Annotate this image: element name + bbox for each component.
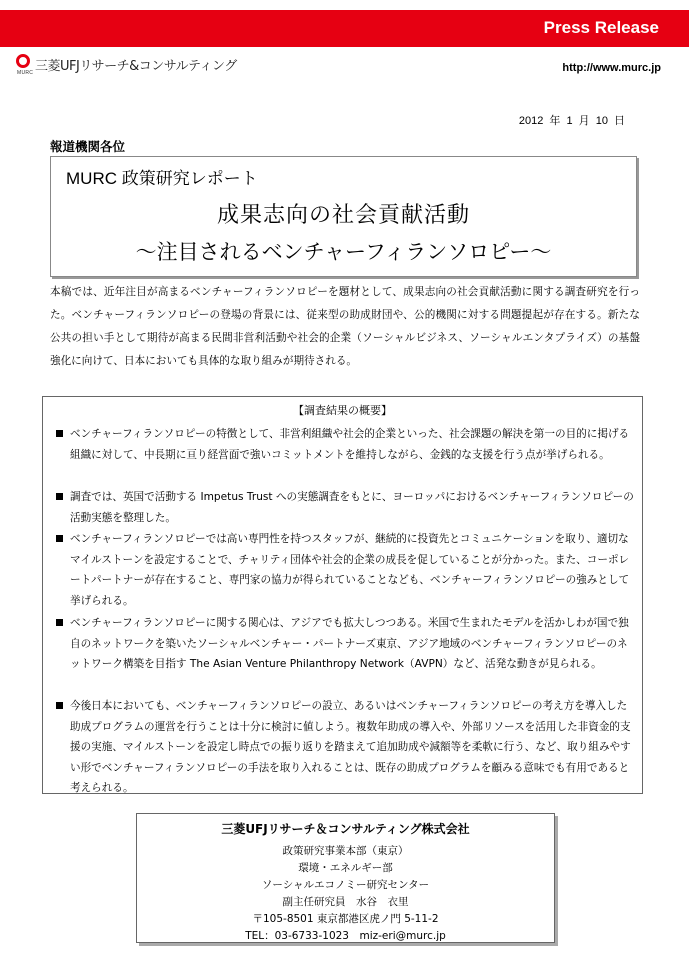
summary-bullet-text: ベンチャーフィランソロピーに関する関心は、アジアでも拡大しつつある。米国で生まれたモデルを活かしわが国で独自のネットワークを築いたソーシャルベンチャー・パートナーズ東京、アジア地域のベンチャーフィランソロピーのネットワーク構築を目指す The Asian Venture Philanthropy Network（AVPN）など、活発な動きが見られる。 <box>70 617 629 670</box>
logo-sub-label: MURC <box>17 70 34 76</box>
summary-bullet <box>56 487 634 528</box>
bullet-square-icon <box>56 493 63 500</box>
summary-box <box>42 396 643 794</box>
title-box <box>50 156 637 277</box>
contact-person: 副主任研究員 水谷 衣里 <box>282 896 409 908</box>
contact-box <box>136 813 555 943</box>
summary-bullet-text: 調査では、英国で活動する Impetus Trust への実態調査をもとに、ヨーロッパにおけるベンチャーフィランソロピーの活動実態を整理した。 <box>70 491 634 524</box>
summary-bullet <box>56 424 634 465</box>
bullet-square-icon <box>56 619 63 626</box>
press-release-banner <box>0 10 689 47</box>
contact-center: ソーシャルエコノミー研究センター <box>261 879 430 891</box>
contact-division: 政策研究事業本部（東京） <box>282 845 409 857</box>
company-logo-text: 三菱UFJリサーチ&コンサルティング <box>35 59 237 74</box>
summary-bullet-text: ベンチャーフィランソロピーの特徴として、非営利組織や社会的企業といった、社会課題の解決を第一の目的に掲げる組織に対して、中長期に亘り経営面で強いコミットメントを維持しながら、金銭的な支援を行う点が挙げられる。 <box>70 428 630 461</box>
website-url[interactable]: http://www.murc.jp <box>562 62 661 74</box>
report-label: MURC 政策研究レポート <box>66 169 258 188</box>
bullet-square-icon <box>56 430 63 437</box>
release-date: 2012 年 1 月 10 日 <box>518 115 625 127</box>
summary-heading: 【調査結果の概要】 <box>293 404 392 417</box>
press-release-label: Press Release <box>543 18 659 37</box>
summary-bullet <box>56 613 634 675</box>
murc-logo-icon <box>16 54 30 68</box>
summary-bullet <box>56 696 634 799</box>
report-subtitle: ～注目されるベンチャーフィランソロピー～ <box>135 240 552 264</box>
contact-department: 環境・エネルギー部 <box>298 862 393 874</box>
addressee: 報道機関各位 <box>50 139 126 154</box>
summary-bullet-text: ベンチャーフィランソロピーでは高い専門性を持つスタッフが、継続的に投資先とコミュニケーションを取り、適切なマイルストーンを設定することで、チャリティ団体や社会的企業の成長を促していることが分かった。また、コーポレートパートナーが存在すること、専門家の協力が得られていることなども、ベンチャーフィランソロピーの強みとして挙げられる。 <box>70 533 630 607</box>
report-title: 成果志向の社会貢献活動 <box>216 203 470 228</box>
summary-bullet-text: 今後日本においても、ベンチャーフィランソロピーの設立、あるいはベンチャーフィランソロピーの考え方を導入した助成プログラムの運営を行うことは十分に検討に値しよう。複数年助成の導入や、外部リソースを活用した非資金的支援の実施、マイルストーンを設定し時点での振り返りを踏まえて追加助成や減額等を柔軟に行う、など、取り組みやすい形でベンチャーフィランソロピーの手法を取り入れることは、既存の助成プログラムを顧みる意味でも有用であると考えられる。 <box>70 700 631 794</box>
contact-address: 〒105-8501 東京都港区虎ノ門 5-11-2 <box>252 913 439 925</box>
intro-paragraph: 本稿では、近年注目が高まるベンチャーフィランソロピーを題材として、成果志向の社会貢献活動に関する調査研究を行った。ベンチャーフィランソロピーの登場の背景には、従来型の助成財団や、公的機関に対する問題提起が存在する。新たな公共の担い手として期待が高まる民間非営利活動や社会的企業（ソーシャルビジネス、ソーシャルエンタプライズ）の基盤強化に向けて、日本においても具体的な取り組みが期待される。 <box>50 286 640 367</box>
contact-phone-email[interactable]: TEL：03-6733-1023 miz-eri@murc.jp <box>245 930 446 942</box>
contact-company: 三菱UFJリサーチ＆コンサルティング株式会社 <box>221 822 470 836</box>
bullet-square-icon <box>56 702 63 709</box>
bullet-square-icon <box>56 535 63 542</box>
summary-bullet <box>56 529 634 611</box>
